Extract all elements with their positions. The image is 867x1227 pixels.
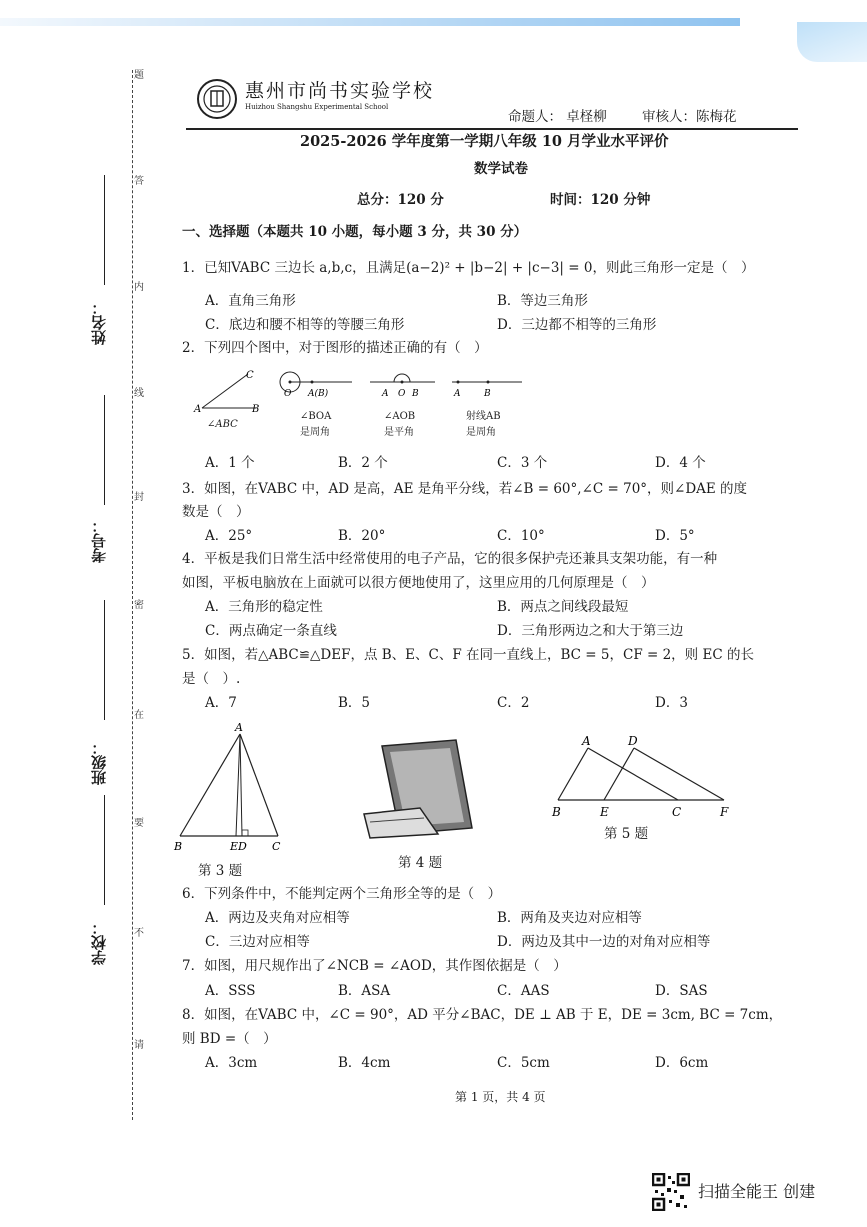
q7-option-b[interactable]: B．ASA	[338, 983, 391, 999]
q8-option-b[interactable]: B．4cm	[338, 1055, 391, 1071]
q1-option-d[interactable]: D．三边都不相等的三角形	[497, 317, 657, 333]
svg-text:ED: ED	[230, 840, 247, 853]
q2-option-a[interactable]: A．1 个	[205, 455, 255, 471]
seal-char: 请	[134, 1040, 144, 1051]
q2-option-c[interactable]: C．3 个	[497, 455, 548, 471]
school-label: 学校：	[90, 920, 108, 965]
svg-text:F: F	[720, 805, 729, 819]
fig5-congruent-triangles	[548, 730, 738, 822]
q6-option-d[interactable]: D．两边及其中一边的对角对应相等	[497, 934, 711, 950]
svg-text:B: B	[174, 840, 183, 853]
class-label: 班级：	[90, 740, 108, 785]
q3-option-b[interactable]: B．20°	[338, 528, 386, 544]
q2-option-b[interactable]: B．2 个	[338, 455, 388, 471]
header-rule	[186, 128, 798, 130]
q5-stem-cont: 是（ ）.	[182, 671, 241, 687]
q8-option-d[interactable]: D．6cm	[655, 1055, 709, 1071]
section-heading: 一、选择题（本题共 10 小题，每小题 3 分，共 30 分）	[182, 224, 528, 240]
seal-char: 在	[134, 710, 144, 721]
seal-char: 不	[134, 928, 144, 939]
q1-option-b[interactable]: B．等边三角形	[497, 293, 588, 309]
school-name: 惠州市尚书实验学校	[245, 80, 435, 102]
q7-stem: 7．如图，用尺规作出了∠NCB = ∠AOD，其作图依据是（ ）	[182, 958, 567, 974]
q7-option-c[interactable]: C．AAS	[497, 983, 550, 999]
seal-char: 要	[134, 818, 144, 829]
seal-char: 答	[134, 176, 144, 187]
q6-option-c[interactable]: C．三边对应相等	[205, 934, 310, 950]
school-name-en: Huizhou Shangshu Experimental School	[245, 103, 389, 111]
svg-text:A: A	[454, 389, 461, 399]
page-number: 第 1 页，共 4 页	[455, 1090, 546, 1104]
exam-no-field[interactable]	[104, 395, 105, 505]
q1-option-c[interactable]: C．底边和腰不相等的等腰三角形	[205, 317, 405, 333]
svg-text:O: O	[398, 389, 406, 399]
svg-text:A: A	[194, 404, 202, 415]
seal-char: 内	[134, 282, 144, 293]
seal-char: 线	[134, 388, 144, 399]
q5-option-d[interactable]: D．3	[655, 695, 688, 711]
q8-option-a[interactable]: A．3cm	[205, 1055, 258, 1071]
seal-char: 封	[134, 492, 144, 503]
fig4-caption: 第 4 题	[398, 855, 443, 871]
svg-text:C: C	[272, 840, 281, 853]
q3-option-c[interactable]: C．10°	[497, 528, 545, 544]
q5-option-b[interactable]: B．5	[338, 695, 371, 711]
q7-option-a[interactable]: A．SSS	[205, 983, 256, 999]
page-title: 2025-2026 学年度第一学期八年级 10 月学业水平评价	[300, 133, 669, 150]
seal-char: 密	[134, 600, 144, 611]
q2-option-d[interactable]: D．4 个	[655, 455, 706, 471]
svg-text:D: D	[628, 734, 638, 748]
q4-stem: 4．平板是我们日常生活中经常使用的电子产品，它的很多保护壳还兼具支架功能，有一种	[182, 551, 718, 567]
q6-option-a[interactable]: A．两边及夹角对应相等	[205, 910, 350, 926]
q8-stem: 8．如图，在VABC 中，∠C = 90°，AD 平分∠BAC，DE ⊥ AB 于 E，DE = 3cm, BC = 7cm，	[182, 1007, 783, 1023]
svg-text:B: B	[484, 389, 491, 399]
q2-fig4-label: 射线AB	[466, 411, 501, 422]
q3-option-a[interactable]: A．25°	[205, 528, 253, 544]
fig3-caption: 第 3 题	[198, 863, 243, 879]
corner-mark	[797, 22, 867, 62]
svg-text:C: C	[672, 805, 682, 819]
reviewer: 审核人：陈梅花	[642, 109, 737, 125]
svg-text:O: O	[284, 389, 292, 399]
svg-text:B: B	[412, 389, 419, 399]
subject: 数学试卷	[474, 161, 528, 177]
svg-text:A(B): A(B)	[308, 389, 329, 399]
svg-text:C: C	[246, 370, 254, 381]
svg-text:B: B	[552, 805, 561, 819]
q2-fig3-label: ∠AOB	[384, 411, 416, 422]
q4-option-d[interactable]: D．三角形两边之和大于第三边	[497, 623, 684, 639]
q5-option-a[interactable]: A．7	[205, 695, 237, 711]
svg-text:B: B	[252, 404, 260, 415]
school-logo	[196, 78, 238, 120]
name-label: 姓名：	[90, 300, 108, 345]
q6-stem: 6．下列条件中，不能判定两个三角形全等的是（ ）	[182, 886, 502, 902]
q3-option-d[interactable]: D．5°	[655, 528, 695, 544]
seal-line	[132, 70, 133, 1120]
fig5-caption: 第 5 题	[604, 826, 649, 842]
q4-option-c[interactable]: C．两点确定一条直线	[205, 623, 337, 639]
q4-option-a[interactable]: A．三角形的稳定性	[205, 599, 323, 615]
fig4-tablet-stand	[360, 738, 480, 843]
fig3-triangle	[170, 718, 290, 858]
svg-text:A: A	[382, 389, 389, 399]
top-scan-bar	[0, 18, 740, 26]
q4-option-b[interactable]: B．两点之间线段最短	[497, 599, 629, 615]
seal-char: 题	[134, 70, 144, 81]
q5-option-c[interactable]: C．2	[497, 695, 530, 711]
q3-stem: 3．如图，在VABC 中，AD 是高，AE 是角平分线，若∠B = 60°,∠C = 70°，则∠DAE 的度	[182, 481, 748, 497]
qr-code-icon	[652, 1173, 690, 1211]
q8-stem-cont: 则 BD =（ ）	[182, 1031, 277, 1047]
q3-stem-cont: 数是（ ）	[182, 504, 250, 520]
svg-text:A: A	[235, 721, 243, 734]
q2-fig2-note: 是周角	[300, 427, 330, 438]
class-field[interactable]	[104, 600, 105, 720]
q2-stem: 2．下列四个图中，对于图形的描述正确的有（ ）	[182, 340, 488, 356]
q7-option-d[interactable]: D．SAS	[655, 983, 708, 999]
scanner-watermark: 扫描全能王 创建	[698, 1182, 816, 1201]
name-field[interactable]	[104, 175, 105, 285]
q8-option-c[interactable]: C．5cm	[497, 1055, 550, 1071]
author: 命题人： 卓柽柳	[508, 109, 607, 125]
q4-stem-cont: 如图，平板电脑放在上面就可以很方便地使用了，这里应用的几何原理是（ ）	[182, 575, 655, 591]
school-field[interactable]	[104, 795, 105, 905]
total-score: 总分：120 分	[357, 192, 444, 208]
svg-text:E: E	[600, 805, 609, 819]
q5-stem: 5．如图，若△ABC≌△DEF，点 B、E、C、F 在同一直线上，BC = 5，CF = 2，则 EC 的长	[182, 647, 754, 663]
q2-fig3-note: 是平角	[384, 427, 414, 438]
q1-option-a[interactable]: A．直角三角形	[205, 293, 296, 309]
q2-fig2-label: ∠BOA	[300, 411, 332, 422]
q6-option-b[interactable]: B．两角及夹边对应相等	[497, 910, 642, 926]
time-limit: 时间：120 分钟	[550, 192, 651, 208]
svg-text:A: A	[582, 734, 591, 748]
exam-no-label: 考号：	[90, 518, 108, 563]
q1-stem: 1．已知VABC 三边长 a,b,c，且满足(a−2)² + |b−2| + |c−3| = 0，则此三角形一定是（ ）	[182, 260, 755, 276]
q2-fig4-note: 是周角	[466, 427, 496, 438]
q2-fig1-label: ∠ABC	[207, 419, 238, 430]
